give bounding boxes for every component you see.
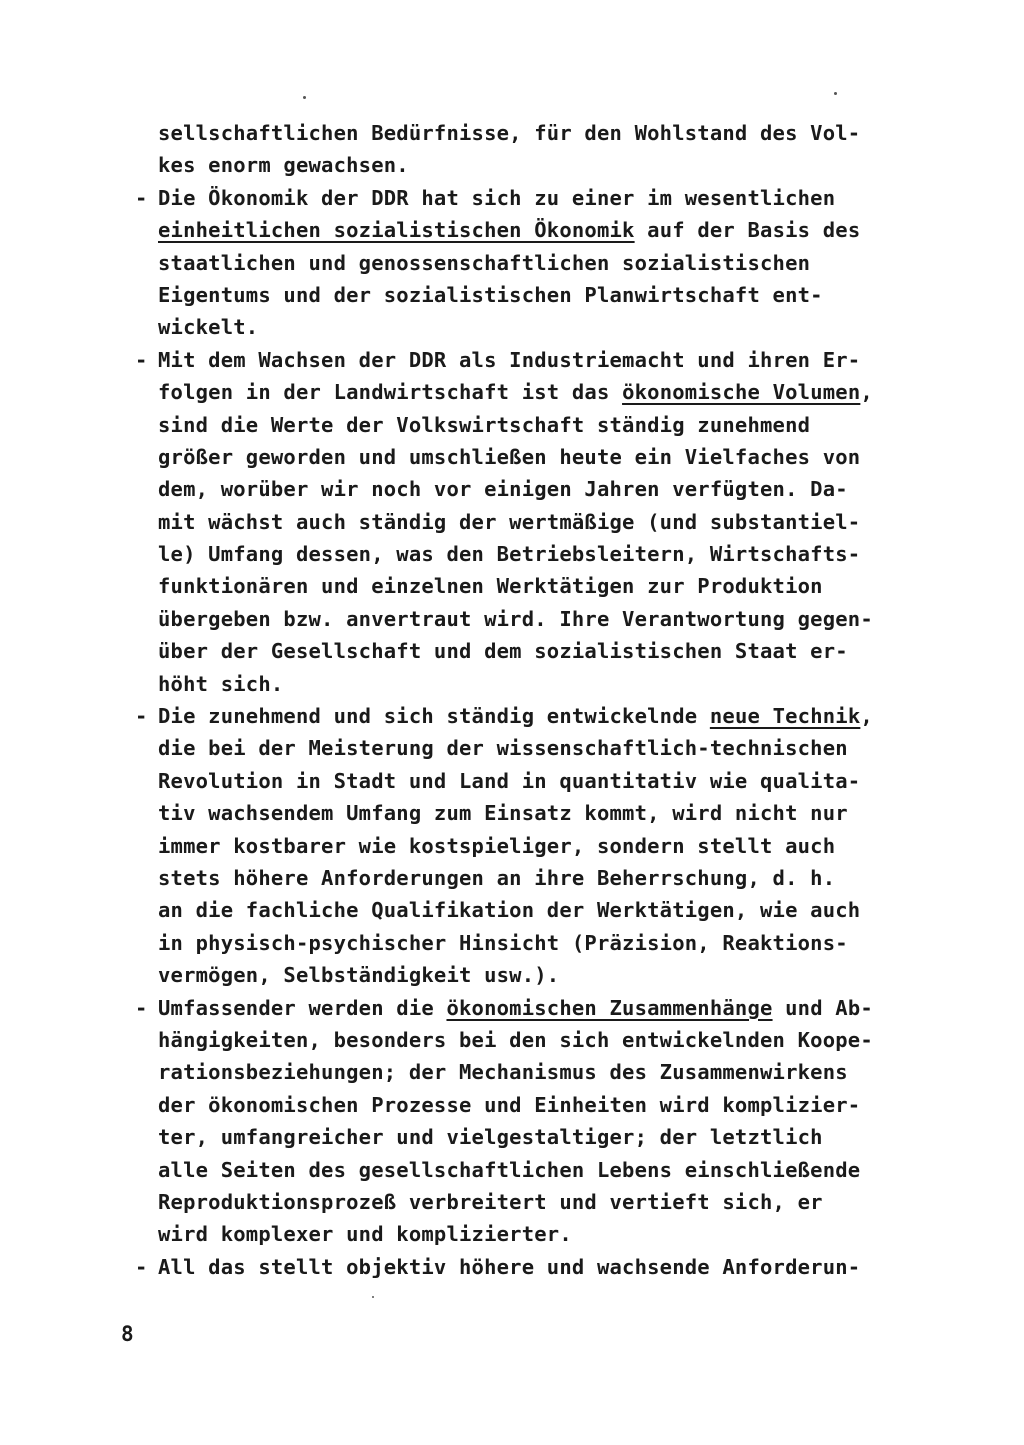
text-run: All das stellt objektiv höhere und wachsende Anforderun- <box>158 1254 861 1279</box>
text-line <box>135 1218 935 1250</box>
underlined-term: ökonomischen Zusammenhänge <box>446 995 773 1020</box>
underlined-term: ökonomische Volumen <box>622 380 861 405</box>
text-line <box>135 376 935 408</box>
text-run: Mit dem Wachsen der DDR als Industriemacht und ihren Er- <box>158 347 861 372</box>
underlined-term: neue Technik <box>709 704 861 729</box>
text-run: größer geworden und umschließen heute ein Vielfaches von <box>158 444 861 469</box>
text-run: staatlichen und genossenschaftlichen sozialistischen <box>158 250 811 275</box>
text-run: und Ab- <box>772 995 873 1020</box>
text-run: ter, umfangreicher und vielgestaltiger; der letztlich <box>158 1125 823 1150</box>
text-run: le) Umfang dessen, was den Betriebsleitern, Wirtschafts- <box>158 542 861 567</box>
text-line <box>135 1121 935 1153</box>
text-run: wird komplexer und komplizierter. <box>158 1222 572 1247</box>
text-run: kes enorm gewachsen. <box>158 153 409 178</box>
scan-speck <box>303 96 306 99</box>
scan-speck <box>372 1296 374 1298</box>
text-line <box>135 311 935 343</box>
text-line <box>135 247 935 279</box>
text-line <box>135 765 935 797</box>
text-run: Reproduktionsprozeß verbreitert und vertieft sich, er <box>158 1189 823 1214</box>
body-text <box>135 117 935 1283</box>
text-run: der ökonomischen Prozesse und Einheiten wird komplizier- <box>158 1092 861 1117</box>
text-line <box>135 149 935 181</box>
text-line <box>135 570 935 602</box>
dash-bullet: - <box>135 347 148 372</box>
text-run: höht sich. <box>158 671 284 696</box>
text-line <box>135 279 935 311</box>
list-item-start-line <box>135 182 935 214</box>
text-run: in physisch-psychischer Hinsicht (Präzision, Reaktions- <box>158 930 848 955</box>
text-line <box>135 862 935 894</box>
text-line <box>135 603 935 635</box>
text-run: , <box>860 704 873 729</box>
text-run: an die fachliche Qualifikation der Werktätigen, wie auch <box>158 898 861 923</box>
page-number: 8 <box>121 1322 134 1346</box>
text-run: folgen in der Landwirtschaft ist das <box>158 380 623 405</box>
text-run: rationsbeziehungen; der Mechanismus des Zusammenwirkens <box>158 1060 848 1085</box>
text-run: sind die Werte der Volkswirtschaft ständig zunehmend <box>158 412 811 437</box>
text-run: über der Gesellschaft und dem sozialistischen Staat er- <box>158 639 848 664</box>
text-line <box>135 635 935 667</box>
text-run: vermögen, Selbständigkeit usw.). <box>158 963 560 988</box>
text-run: tiv wachsendem Umfang zum Einsatz kommt, wird nicht nur <box>158 801 848 826</box>
text-run: , <box>860 380 873 405</box>
text-line <box>135 959 935 991</box>
text-run: wickelt. <box>158 315 259 340</box>
text-line <box>135 441 935 473</box>
text-line <box>135 1024 935 1056</box>
text-line <box>135 732 935 764</box>
text-run: auf der Basis des <box>634 218 861 243</box>
text-line <box>135 927 935 959</box>
text-run: stets höhere Anforderungen an ihre Beherrschung, d. h. <box>158 865 836 890</box>
text-run: Revolution in Stadt und Land in quantitativ wie qualita- <box>158 768 861 793</box>
text-run: immer kostbarer wie kostspieliger, sondern stellt auch <box>158 833 836 858</box>
text-line <box>135 473 935 505</box>
text-run: Eigentums und der sozialistischen Planwirtschaft ent- <box>158 282 823 307</box>
text-run: dem, worüber wir noch vor einigen Jahren verfügten. Da- <box>158 477 848 502</box>
text-line <box>135 538 935 570</box>
text-run: alle Seiten des gesellschaftlichen Lebens einschließende <box>158 1157 861 1182</box>
text-run: hängigkeiten, besonders bei den sich entwickelnden Koope- <box>158 1027 873 1052</box>
text-run: Die Ökonomik der DDR hat sich zu einer im wesentlichen <box>158 185 836 210</box>
text-run: die bei der Meisterung der wissenschaftlich-technischen <box>158 736 848 761</box>
scan-speck <box>834 92 837 95</box>
list-item-start-line <box>135 700 935 732</box>
underlined-term: einheitlichen sozialistischen Ökonomik <box>158 218 635 243</box>
text-line <box>135 409 935 441</box>
list-item-start-line <box>135 992 935 1024</box>
text-line <box>135 214 935 246</box>
text-line <box>135 506 935 538</box>
text-line <box>135 668 935 700</box>
text-line <box>135 797 935 829</box>
dash-bullet: - <box>135 704 148 729</box>
list-item-start-line <box>135 1251 935 1283</box>
dash-bullet: - <box>135 185 148 210</box>
text-line <box>135 117 935 149</box>
text-run: mit wächst auch ständig der wertmäßige (und substantiel- <box>158 509 861 534</box>
dash-bullet: - <box>135 995 148 1020</box>
text-run: Umfassender werden die <box>158 995 447 1020</box>
text-run: sellschaftlichen Bedürfnisse, für den Wohlstand des Vol- <box>158 121 861 145</box>
text-run: Die zunehmend und sich ständig entwickelnde <box>158 704 710 729</box>
text-line <box>135 1186 935 1218</box>
list-item-start-line <box>135 344 935 376</box>
text-line <box>135 1154 935 1186</box>
text-run: funktionären und einzelnen Werktätigen zur Produktion <box>158 574 823 599</box>
text-line <box>135 1056 935 1088</box>
dash-bullet: - <box>135 1254 148 1279</box>
text-line <box>135 894 935 926</box>
text-line <box>135 1089 935 1121</box>
text-line <box>135 830 935 862</box>
text-run: übergeben bzw. anvertraut wird. Ihre Verantwortung gegen- <box>158 606 873 631</box>
